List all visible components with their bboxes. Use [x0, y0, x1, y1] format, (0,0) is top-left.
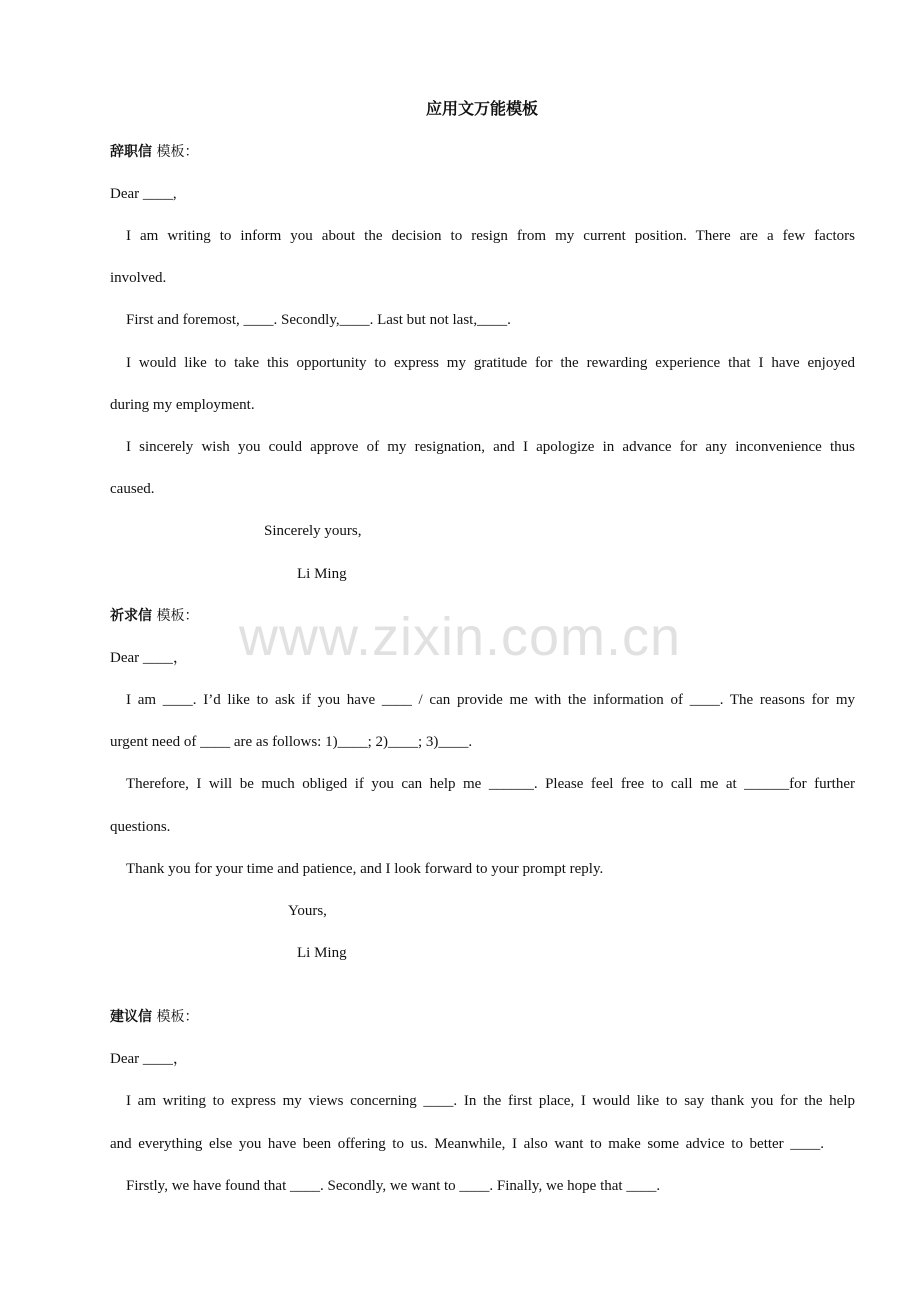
paragraph-line: Thank you for your time and patience, and I look forward to your prompt reply.	[126, 861, 604, 877]
paragraph-line: questions.	[110, 819, 171, 835]
paragraph-line: Firstly, we have found that ____. Secondly, we want to ____. Finally, we hope that ____.	[126, 1178, 661, 1194]
closing: Sincerely yours,	[264, 523, 362, 539]
section-heading-resignation	[110, 140, 198, 164]
signature: Li Ming	[297, 566, 347, 582]
paragraph-line: during my employment.	[110, 397, 255, 413]
paragraph-line: Therefore, I will be much obliged if you can help me ______. Please feel free to call me at ______for further	[126, 776, 855, 792]
section-heading-bold: 辞职信	[110, 144, 152, 160]
section-heading-suggestion	[110, 1005, 198, 1029]
section-heading-bold: 建议信	[110, 1009, 152, 1025]
section-heading-bold: 祈求信	[110, 608, 152, 624]
closing: Yours,	[288, 903, 327, 919]
salutation: Dear ____,	[110, 186, 177, 202]
section-heading-suffix: 模板：	[152, 144, 199, 160]
page-title: 应用文万能模板	[425, 99, 538, 118]
section-heading-suffix: 模板：	[152, 1009, 199, 1025]
watermark: www.zixin.com.cn	[238, 607, 682, 667]
paragraph-line: I would like to take this opportunity to express my gratitude for the rewarding experience that I have enjoyed	[126, 355, 855, 371]
section-heading-suffix: 模板：	[152, 608, 199, 624]
paragraph-line: caused.	[110, 481, 155, 497]
paragraph-line: and everything else you have been offering to us. Meanwhile, I also want to make some advice to better ____.	[110, 1136, 824, 1152]
salutation: Dear ____，	[110, 650, 188, 666]
paragraph-line: I am writing to express my views concerning ____. In the first place, I would like to say thank you for the help	[126, 1093, 855, 1109]
paragraph-line: I sincerely wish you could approve of my resignation, and I apologize in advance for any inconvenience thus	[126, 439, 855, 455]
section-heading-request	[110, 604, 198, 628]
paragraph-line: First and foremost, ____. Secondly,____. Last but not last,____.	[126, 312, 511, 328]
paragraph-line: involved.	[110, 270, 167, 286]
paragraph-line: I am ____. I’d like to ask if you have ____ / can provide me with the information of ____. The reasons for my	[126, 692, 855, 708]
paragraph-line: urgent need of ____ are as follows: 1)____; 2)____; 3)____.	[110, 734, 473, 750]
salutation: Dear ____，	[110, 1051, 188, 1067]
signature: Li Ming	[297, 945, 347, 961]
paragraph-line: I am writing to inform you about the decision to resign from my current position. There are a few factors	[126, 228, 855, 244]
